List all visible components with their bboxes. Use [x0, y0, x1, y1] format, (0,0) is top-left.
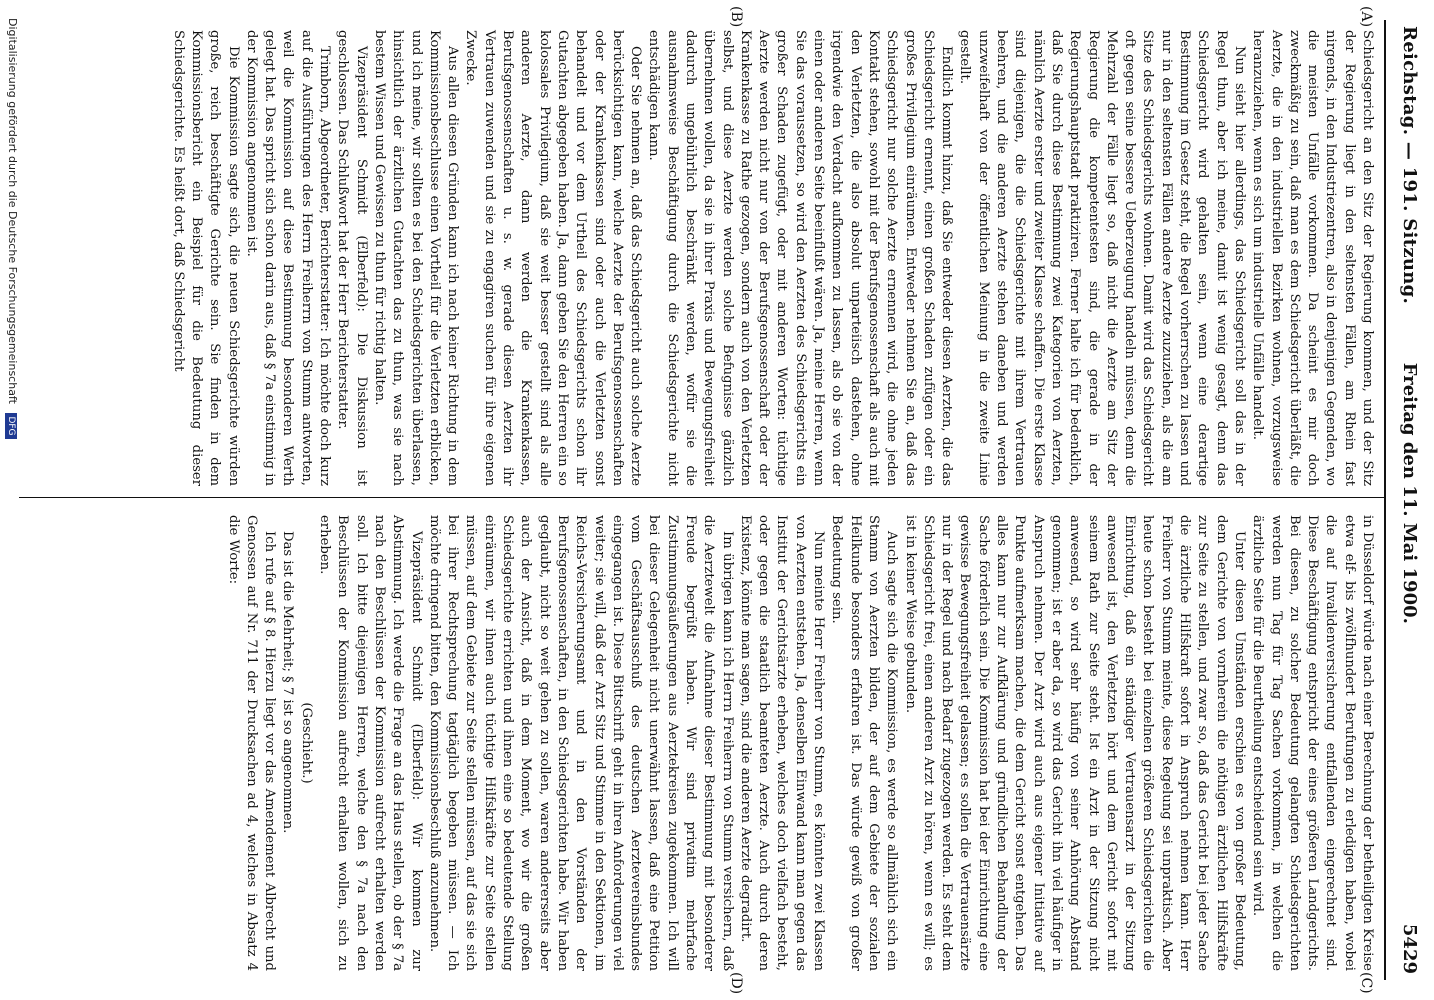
dfg-logo: DFG	[5, 413, 17, 438]
paragraph: Aus allen diesen Gründen kann ich nach keiner Richtung in dem Kommissionsbeschlusse einen Vortheil für die Verletzten erblicken, und ich meine, wir sollten es bei den Schiedsgerichten überlassen, hinsichtlich der ärztlichen Gutachten das zu thun, was sie nach bestem Wissen und Gewissen zu thun für richtig halten.	[371, 30, 461, 486]
margin-marker-b: (B)	[728, 6, 744, 28]
paragraph: Im übrigen kann ich Herrn Freiherrn von Stumm versichern, daß die Aerztewelt die Aufnahme dieser Bestimmung mit besonderer Freude begrüßt haben. Wir sind privatim mehrfache Zustimmungsäußerungen aus Aerztekreisen zugekommen. Ich will bei dieser Gelegenheit nicht unerwähnt lassen, daß eine Petition vom Geschäftsausschuß des deutschen Aerztevereinsbundes eingegangen ist. Diese Bittschrift geht in ihren Anforderungen viel weiter; sie will, daß der Arzt Sitz und Stimme in den Sektionen, im Reichs-Versicherungsamt und in den Vorständen der Berufsgenossenschaften, in den Schiedsgerichten habe. Wir haben geglaubt, nicht so weit gehen zu sollen, waren andererseits aber auch der Ansicht, daß in dem Moment, wo wir die großen Schiedsgerichte errichten und ihnen eine so bedeutende Stellung einräumen, wir ihnen auch tüchtige Hilfskräfte zur Seite stellen müssen, auf dem Gebiete zur Seite stellen müssen, auf das sie sich bei ihrer Rechtsprechung tagtäglich begeben müssen. — Ich möchte dringend bitten, den Kommissionsbeschluß anzunehmen.	[426, 515, 735, 971]
left-column	[168, 30, 1376, 486]
paragraph: Trimborn, Abgeordneter, Berichterstatter: Ich möchte doch kurz auf die Ausführungen des Herrn Freiherrn von Stumm antworten, weil die Kommission auf diese Bestimmung besonderen Werth gelegt hat. Das spricht sich schon darin aus, daß § 7a einstimmig in der Kommission angenommen ist.	[243, 30, 333, 486]
paragraph: Vizepräsident Schmidt (Elberfeld): Die Diskussion ist geschlossen. Das Schlußwort hat der Herr Berichterstatter.	[335, 30, 369, 486]
paragraph: Schiedsgericht an den Sitz der Regierung kommen, und der Sitz der Regierung liegt in den seltensten Fällen, am Rhein fast nirgends, in den Industriezentren, also in denjenigen Gegenden, wo die meisten Unfälle vorkommen. Da scheint es mir doch zweckmäßig zu sein, daß man es dem Schiedsgericht überläßt, die Aerzte, die in den industriellen Bezirken wohnen, vorzugsweise heranzuziehen, wenn es sich um industrielle Unfälle handelt.	[1250, 30, 1375, 486]
margin-marker-a: (A)	[1358, 6, 1374, 28]
page-header	[1378, 26, 1434, 974]
right-column	[223, 515, 1376, 971]
paragraph: Endlich kommt hinzu, daß Sie entweder diesen Aerzten, die das Schiedsgericht ernennt, einen großen Schaden zufügen oder ein großes Privilegium einräumen. Entweder nehmen Sie an, daß das Schiedsgericht nur solche Aerzte ernennen wird, die ohne jeden Kontakt stehen, sowohl mit der Berufsgenossenschaft als auch mit den Verletzten, die also absolut unparteiisch dastehen, ohne irgendwie den Verdacht aufkommen zu lassen, als ob sie von der einen oder anderen Seite beeinflußt wären. Ja, meine Herren, wenn Sie das voraussetzen, so wird den Aerzten des Schiedsgerichts ein großer Schaden zugefügt, oder mit anderen Worten: tüchtige Aerzte werden nicht nur von der Berufsgenossenschaft oder der Krankenkasse zu Rathe gezogen, sondern auch von den Verletzten selbst, und diese Aerzte werden solche Befugnisse gänzlich übernehmen wollen, da sie in ihrer Praxis und Bewegungsfreiheit dadurch ungebührlich beschränkt werden, wofür sie die ausnahmsweise Beschäftigung durch die Schiedsgerichte nicht entschädigen kann.	[646, 30, 955, 486]
digitization-credit	[5, 18, 19, 439]
paragraph: in Düsseldorf würde nach einer Berechnung der betheiligten Kreise etwa elf- bis zwölfhundert Berufungen zu erledigen haben, wobei die auf Invalidenversicherung entfallenden eingerechnet sind. Diese Beschäftigung entspricht der eines größeren Landgerichts. Bei diesen, zu solcher Bedeutung gelangten Schiedsgerichten werden nun Tag für Tag Sachen vorkommen, in welchen die ärztliche Seite für die Beurtheilung entscheidend sein wird.	[1250, 515, 1375, 971]
stage-direction: (Geschieht.)	[298, 702, 314, 784]
margin-marker-d: (D)	[728, 972, 744, 995]
header-left: Reichstag. — 191. Sitzung.	[1399, 26, 1420, 305]
column-divider	[19, 497, 1384, 498]
paragraph: Ich rufe auf § 8. Hierzu liegt vor das Amendement Albrecht und Genossen auf Nr. 711 der Drucksachen ad 4, welches in Absatz 4 die Worte:	[225, 515, 278, 971]
credit-text: Digitalisierung gefördert durch die Deutsche Forschungsgemeinschaft	[6, 18, 19, 404]
page-number: 5429	[1399, 923, 1420, 974]
paragraph: Oder Sie nehmen an, daß das Schiedsgericht auch solche Aerzte berücksichtigen kann, welche Aerzte der Berufsgenossenschaften oder der Krankenkassen sind oder auch die Verletzten sonst behandelt und vor dem Urtheil des Schiedsgerichts schon ihr Gutachten abgegeben haben. Ja, dann geben Sie den Herren ein so kolossales Privilegium, daß sie weit besser gestellt sind als alle anderen Aerzte, dann werden die Krankenkassen, Berufsgenossenschaften u. s. w. gerade diesen Aerzten ihr Vertrauen zuwenden und sie zu engagiren suchen für ihre eigenen Zwecke.	[463, 30, 644, 486]
paragraph: Nun meinte Herr Freiherr von Stumm, es könnten zwei Klassen von Aerzten entstehen. Ja, denselben Einwand kann man gegen das Institut der Gerichtsärzte erheben, welches doch vielfach besteht, oder gegen die staatlich beamteten Aerzte. Auch durch deren Existenz, könnte man sagen, sind die anderen Aerzte degradirt.	[737, 515, 827, 971]
header-rule	[1384, 20, 1386, 980]
paragraph: Nun sieht hier allerdings, das Schiedsgericht soll das in der Regel thun, aber ich meine, damit ist wenig gesagt, denn das Schiedsgericht wird gehalten sein, wenn eine derartige Bestimmung im Gesetz steht, die Regel vorherrschen zu lassen und nur in den seltensten Fällen andere Aerzte zuzuziehen, als die am Sitze des Schiedsgerichts wohnen. Damit wird das Schiedsgericht oft gegen seine bessere Ueberzeugung handeln müssen, denn die Mehrzahl der Fälle liegt so, daß nicht die Aerzte am Sitz der Regierung die kompetentesten sind, die gerade in der Regierungshauptstadt praktiziren. Ferner halte ich für bedenklich, daß Sie durch diese Bestimmung zwei Kategorien von Aerzten, nämlich Aerzte erster und zweiter Klasse schaffen. Die erste Klasse sind diejenigen, die die Schiedsgerichte mit ihrem Vertrauen beehren, und die anderen Aerzte stehen daneben und werden unzweifelhaft von der öffentlichen Meinung in die zweite Linie gestellt.	[957, 30, 1247, 486]
paragraph: Unter diesen Umständen erschien es von großer Bedeutung, dem Gerichte von vornherein die nöthigen ärztlichen Hilfskräfte zur Seite zu stellen, und zwar so, daß das Gericht bei jeder Sache die ärztliche Hilfskraft sofort in Anspruch nehmen kann. Herr Freiherr von Stumm meinte, diese Regelung sei unpraktisch. Aber heute schon besteht bei einzelnen größeren Schiedsgerichten die Einrichtung, daß ein ständiger Vertrauensarzt in der Sitzung anwesend ist, den Verletzten hört und dem Gericht sofort mit seinem Rath zur Seite steht. Ist ein Arzt in der Sitzung nicht anwesend, so wird sehr häufig von seiner Anhörung Abstand genommen; ist er aber da, so wird das Gericht ihn viel häufiger in Anspruch nehmen. Der Arzt wird auch aus eigener Initiative auf Punkte aufmerksam machen, die dem Gericht sonst entgehen. Das alles kann nur zur Aufklärung und gründlichen Behandlung der Sache förderlich sein. Die Kommission hat bei der Einrichtung eine gewisse Bewegungsfreiheit gelassen; es sollen die Vertrauensärzte nur in der Regel und nach Bedarf zugezogen werden. Es steht dem Schiedsgericht frei, einen anderen Arzt zu hören, wenn es will; es ist in keiner Weise gebunden.	[902, 515, 1247, 971]
paragraph: Die Kommission sagte sich, die neuen Schiedsgerichte würden große, reich beschäftigte Gerichte sein. Sie finden in dem Kommissionsbericht ein Beispiel für die Bedeutung dieser Schiedsgerichte. Es heißt dort, daß Schiedsgericht	[170, 30, 241, 486]
paragraph: Vizepräsident Schmidt (Elberfeld): Wir kommen zur Abstimmung. Ich werde die Frage an das Haus stellen, ob der § 7a nach den Beschlüssen der Kommission aufrecht erhalten werden soll. Ich bitte diejenigen Herren, welche den § 7a nach den Beschlüssen der Kommission aufrecht erhalten wollen, sich zu erheben.	[317, 515, 424, 971]
header-date: Freitag den 11. Mai 1900.	[1399, 362, 1420, 624]
paragraph: Auch sagte sich die Kommission, es werde so allmählich sich ein Stamm von Aerzten bilden, der auf dem Gebiete der sozialen Heilkunde besonders erfahren ist. Das würde gewiß von großer Bedeutung sein.	[829, 515, 900, 971]
margin-marker-c: (C)	[1358, 972, 1374, 994]
header-right	[1399, 363, 1420, 974]
paragraph: Das ist die Mehrheit; § 7 ist so angenommen.	[280, 531, 296, 834]
